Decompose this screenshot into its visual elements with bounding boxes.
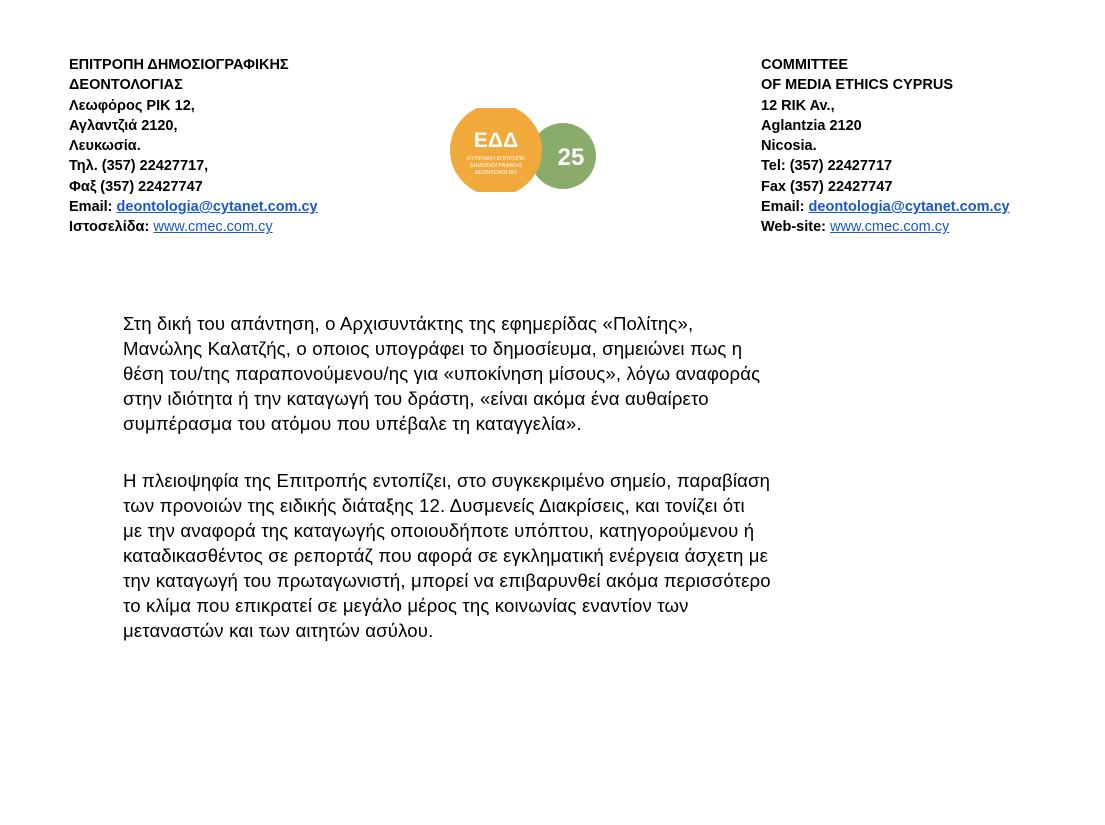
website-link[interactable]: www.cmec.com.cy (153, 219, 273, 236)
paragraph-line: με την αναφορά της καταγωγής οποιουδήποτε υπόπτου, κατηγορούμενου ή (123, 520, 755, 541)
logo-abbreviation: ΕΔΔ (473, 129, 519, 152)
paragraph-line: συμπέρασμα του ατόμου που υπέβαλε τη καταγγελία». (123, 413, 582, 434)
paragraph-line: μεταναστών και των αιτητών ασύλου. (123, 620, 434, 641)
paragraph-line: Η πλειοψηφία της Επιτροπής εντοπίζει, στο συγκεκριμένο σημείο, παραβίαση (123, 470, 771, 491)
phone-number: Τηλ. (357) 22427717, (69, 158, 209, 175)
fax-number-en: Fax (357) 22427747 (761, 178, 893, 195)
header-left-contact (69, 55, 318, 238)
logo-subtitle-line1: ΚΥΠΡΙΑΚΗ ΕΠΙΤΡΟΠΗ (467, 156, 525, 162)
body-paragraph-2 (123, 468, 993, 643)
paragraph-line: Μανώλης Καλατζής, ο οποιος υπογράφει το δημοσίευμα, σημειώνει πως η (123, 338, 743, 359)
website-row-en (761, 217, 1010, 237)
address-line1-en: 12 RIK Av., (761, 97, 835, 114)
org-name-line2: ΔΕΟΝΤΟΛΟΓΙΑΣ (69, 77, 183, 94)
address-line1: Λεωφόρος ΡΙΚ 12, (69, 97, 195, 114)
paragraph-line: Στη δική του απάντηση, ο Αρχισυντάκτης της εφημερίδας «Πολίτης», (123, 313, 694, 334)
paragraph-line: των προνοιών της ειδικής διάταξης 12. Δυσμενείς Διακρίσεις, και τονίζει ότι (123, 495, 745, 516)
paragraph-line: καταδικασθέντος σε ρεπορτάζ που αφορά σε εγκληματική ενέργεια άσχετη με (123, 545, 769, 566)
paragraph-line: το κλίμα που επικρατεί σε μεγάλο μέρος της κοινωνίας εναντίον των (123, 595, 689, 616)
website-row (69, 217, 318, 237)
phone-number-en: Tel: (357) 22427717 (761, 158, 893, 175)
org-name-line1-en: COMMITTEE (761, 57, 848, 73)
address-city: Λευκωσία. (69, 138, 141, 155)
address-line2: Αγλαντζιά 2120, (69, 117, 178, 134)
address-city-en: Nicosia. (761, 138, 817, 155)
address-line2-en: Aglantzia 2120 (761, 117, 862, 134)
website-link-en[interactable]: www.cmec.com.cy (830, 219, 950, 236)
email-row (69, 197, 318, 217)
header-right-contact (761, 55, 1010, 238)
email-row-en (761, 197, 1010, 217)
website-label-en: Web-site: (761, 219, 831, 236)
org-name-line2-en: OF MEDIA ETHICS CYPRUS (761, 77, 954, 94)
email-label: Email: (69, 199, 117, 216)
paragraph-line: στην ιδιότητα ή την καταγωγή του δράστη, «είναι ακόμα ένα αυθαίρετο (123, 388, 709, 409)
email-link-en[interactable]: deontologia@cytanet.com.cy (808, 199, 1010, 216)
edd-25-logo (448, 108, 604, 192)
logo-subtitle-line2: ΔΗΜΟΣΙΟΓΡΑΦΙΚΗΣ (469, 163, 523, 169)
email-link[interactable]: deontologia@cytanet.com.cy (116, 199, 318, 216)
logo-anniversary-number: 25 (557, 144, 585, 171)
org-name-line1: ΕΠΙΤΡΟΠΗ ΔΗΜΟΣΙΟΓΡΑΦΙΚΗΣ (69, 57, 289, 73)
email-label-en: Email: (761, 199, 809, 216)
fax-number: Φαξ (357) 22427747 (69, 178, 203, 195)
body-paragraph-1 (123, 311, 993, 436)
paragraph-line: την καταγωγή του πρωταγωνιστή, μπορεί να επιβαρυνθεί ακόμα περισσότερο (123, 570, 771, 591)
logo-subtitle-line3: ΔΕΟΝΤΟΛΟΓΙΑΣ (474, 170, 518, 176)
paragraph-line: θέση του/της παραπονούμενου/ης για «υποκίνηση μίσους», λόγω αναφοράς (123, 363, 761, 384)
website-label: Ιστοσελίδα: (69, 219, 154, 236)
